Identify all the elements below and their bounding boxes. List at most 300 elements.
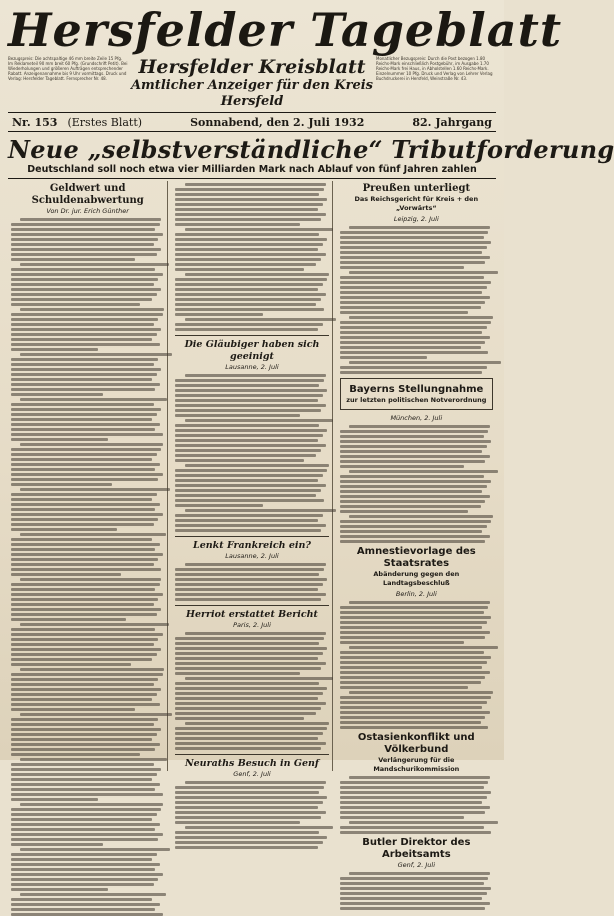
text-line	[175, 313, 262, 316]
text-line	[20, 848, 170, 851]
text-line	[11, 448, 161, 451]
text-line	[11, 898, 152, 901]
text-line	[11, 478, 158, 481]
text-line	[11, 743, 160, 746]
text-line	[175, 583, 322, 586]
text-line	[20, 623, 169, 626]
text-line	[175, 707, 321, 710]
text-line	[175, 283, 322, 286]
text-line	[11, 878, 158, 881]
text-line	[340, 356, 427, 359]
text-line	[175, 474, 322, 477]
text-line	[11, 618, 126, 621]
text-line	[11, 598, 158, 601]
text-line	[11, 793, 163, 796]
article-body-glaeubiger	[175, 374, 328, 532]
text-line	[11, 863, 160, 866]
masthead-subheader	[8, 56, 496, 112]
text-line	[11, 248, 161, 251]
text-line	[340, 256, 490, 259]
text-line	[11, 813, 157, 816]
text-line	[11, 403, 154, 406]
text-line	[20, 713, 172, 716]
column-left	[8, 181, 168, 771]
text-line	[175, 568, 324, 571]
text-line	[11, 343, 160, 346]
text-line	[20, 353, 172, 356]
text-line	[340, 366, 487, 369]
text-line	[175, 424, 319, 427]
article-title-neurath: Neuraths Besuch in Genf	[184, 758, 320, 769]
text-line	[11, 393, 103, 396]
text-line	[175, 578, 327, 581]
text-line	[11, 253, 157, 256]
text-line	[340, 716, 486, 719]
text-line	[340, 907, 486, 910]
text-line	[340, 666, 483, 669]
text-line	[340, 611, 484, 614]
text-line	[175, 796, 327, 799]
text-line	[340, 371, 483, 374]
article-title-amnestie: Amnestievorlage des Staatsrates	[356, 546, 476, 569]
text-line	[340, 616, 492, 619]
text-line	[11, 553, 163, 556]
article-columns	[8, 181, 496, 869]
article-dateline-glaeubiger: Lausanne, 2. Juli	[225, 363, 279, 371]
text-line	[11, 728, 161, 731]
text-line	[340, 631, 490, 634]
text-line	[340, 791, 492, 794]
text-line	[11, 548, 155, 551]
text-line	[175, 647, 327, 650]
article-body-geldwert	[11, 218, 164, 916]
text-line	[175, 816, 321, 819]
text-line	[340, 686, 469, 689]
text-line	[175, 409, 321, 412]
text-line	[349, 425, 490, 428]
text-line	[175, 821, 299, 824]
text-line	[11, 698, 152, 701]
issue-date: Sonnabend, den 2. Juli 1932	[190, 115, 365, 129]
text-line	[11, 763, 154, 766]
issue-number: Nr. 153	[12, 115, 58, 129]
text-line	[11, 823, 160, 826]
text-line	[11, 523, 154, 526]
text-line	[175, 514, 322, 517]
text-line	[340, 676, 486, 679]
article-subtitle-amnestie: Abänderung gegen den Landtagsbeschluß	[373, 570, 460, 587]
text-line	[185, 509, 337, 512]
text-line	[11, 783, 160, 786]
column-middle	[172, 181, 332, 778]
text-line	[340, 281, 492, 284]
text-line	[340, 326, 487, 329]
text-line	[11, 818, 152, 821]
text-line	[340, 336, 490, 339]
text-line	[11, 328, 161, 331]
text-line	[340, 786, 484, 789]
text-line	[175, 702, 325, 705]
text-line	[340, 241, 492, 244]
text-line	[11, 538, 152, 541]
text-line	[175, 499, 324, 502]
article-body-neurath	[175, 781, 328, 849]
text-line	[340, 796, 487, 799]
article-title-glaeubiger: Die Gläubiger haben sich geeinigt	[184, 339, 320, 362]
text-line	[175, 394, 322, 397]
subscription-note-right: Monatlicher Bezugspreis: Durch die Post bezogen 1.80 Reichs-Mark einschließlich Postgebühr, im Ausgabe 1.70 Reichs-Mark frei Haus, in Abholstellen 1.60 Reichs-Mark. Einzelnummer 10 Pfg. Druck und Verlag von Lehrer Verlag Buchdruckerei in Hersfeld, Weinstraße Nr. 43.	[376, 56, 493, 81]
text-line	[11, 453, 157, 456]
text-line	[340, 831, 492, 834]
text-line	[11, 673, 163, 676]
text-line	[349, 872, 490, 875]
text-line	[340, 525, 487, 528]
text-line	[349, 361, 501, 364]
text-line	[175, 529, 321, 532]
text-line	[340, 671, 490, 674]
text-line	[11, 243, 154, 246]
text-line	[11, 493, 157, 496]
text-line	[175, 198, 327, 201]
text-line	[340, 296, 490, 299]
text-line	[11, 368, 161, 371]
text-line	[11, 293, 157, 296]
text-line	[11, 733, 157, 736]
text-line	[340, 696, 492, 699]
text-line	[175, 223, 299, 226]
text-line	[175, 459, 304, 462]
text-line	[175, 717, 304, 720]
text-line	[11, 333, 157, 336]
text-line	[20, 803, 163, 806]
text-line	[349, 601, 490, 604]
text-line	[175, 489, 321, 492]
text-line	[175, 786, 324, 789]
text-line	[11, 468, 155, 471]
text-line	[175, 652, 322, 655]
article-dateline-bayern: München, 2. Juli	[390, 414, 443, 422]
text-line	[11, 498, 152, 501]
text-line	[185, 273, 329, 276]
text-line	[11, 908, 155, 911]
text-line	[340, 706, 483, 709]
text-line	[175, 593, 325, 596]
text-line	[340, 826, 484, 829]
article-dateline-preussen: Leipzig, 2. Juli	[393, 215, 439, 223]
text-line	[11, 278, 158, 281]
text-line	[340, 331, 483, 334]
text-line	[11, 528, 117, 531]
text-line	[340, 711, 490, 714]
text-line	[175, 258, 321, 261]
article-title-geldwert: Geldwert und Schuldenabwertung	[31, 183, 144, 206]
text-line	[11, 643, 154, 646]
text-line	[340, 651, 484, 654]
text-line	[340, 301, 486, 304]
text-line	[11, 373, 157, 376]
article-body-herriot	[175, 632, 328, 750]
text-line	[340, 505, 481, 508]
text-line	[349, 646, 498, 649]
text-line	[340, 781, 489, 784]
text-line	[175, 293, 325, 296]
text-line	[175, 642, 319, 645]
column-divider	[175, 754, 328, 755]
text-line	[175, 811, 325, 814]
kreisblatt-title: Hersfelder Kreisblatt	[138, 56, 366, 78]
text-line	[11, 283, 154, 286]
text-line	[340, 661, 487, 664]
text-line	[175, 439, 318, 442]
text-line	[349, 470, 498, 473]
text-line	[175, 303, 316, 306]
text-line	[20, 308, 164, 311]
text-line	[185, 419, 334, 422]
text-line	[340, 450, 483, 453]
text-line	[11, 298, 152, 301]
text-line	[20, 893, 166, 896]
article-dateline-neurath: Genf, 2. Juli	[233, 770, 271, 778]
text-line	[20, 263, 169, 266]
text-line	[11, 268, 155, 271]
text-line	[340, 495, 490, 498]
text-line	[340, 811, 486, 814]
text-line	[11, 678, 158, 681]
text-line	[11, 573, 121, 576]
text-line	[11, 788, 155, 791]
article-body-ostasien	[340, 776, 493, 834]
text-line	[11, 883, 154, 886]
text-line	[175, 747, 321, 750]
text-line	[340, 621, 487, 624]
text-line	[340, 475, 484, 478]
text-line	[20, 443, 163, 446]
article-dateline-frankreich: Lausanne, 2. Juli	[225, 552, 279, 560]
text-line	[175, 697, 318, 700]
text-line	[349, 271, 498, 274]
text-line	[185, 374, 326, 377]
text-line	[11, 318, 158, 321]
text-line	[185, 464, 329, 467]
text-line	[11, 543, 160, 546]
text-line	[340, 626, 483, 629]
text-line	[11, 843, 103, 846]
text-line	[11, 323, 154, 326]
text-line	[11, 378, 152, 381]
text-line	[340, 641, 464, 644]
article-title-bayern: Bayerns Stellungnahme	[349, 384, 484, 395]
text-line	[20, 533, 166, 536]
text-line	[340, 897, 483, 900]
text-line	[340, 606, 489, 609]
text-line	[11, 853, 157, 856]
text-line	[11, 258, 135, 261]
text-line	[175, 389, 327, 392]
text-line	[175, 672, 299, 675]
text-line	[175, 836, 327, 839]
text-line	[11, 748, 155, 751]
text-line	[11, 238, 158, 241]
text-line	[11, 408, 161, 411]
text-line	[20, 668, 164, 671]
text-line	[20, 218, 161, 221]
text-line	[11, 768, 161, 771]
text-line	[11, 438, 108, 441]
text-line	[11, 833, 163, 836]
text-line	[340, 306, 481, 309]
text-line	[175, 712, 316, 715]
text-line	[175, 454, 316, 457]
text-line	[340, 445, 487, 448]
text-line	[340, 882, 484, 885]
masthead-title: Hersfelder Tageblatt	[8, 3, 563, 57]
text-line	[175, 434, 322, 437]
text-line	[340, 530, 483, 533]
text-line	[11, 463, 160, 466]
text-line	[340, 460, 486, 463]
text-line	[340, 701, 487, 704]
text-line	[11, 423, 160, 426]
text-line	[11, 223, 160, 226]
text-line	[175, 253, 325, 256]
text-line	[11, 633, 163, 636]
text-line	[340, 465, 464, 468]
text-line	[175, 727, 327, 730]
text-line	[175, 384, 319, 387]
article-title-herriot: Herriot erstattet Bericht	[186, 609, 318, 620]
text-line	[11, 563, 154, 566]
text-line	[340, 892, 487, 895]
article-subtitle-bayern: zur letzten politischen Notverordnung	[346, 396, 487, 404]
text-line	[340, 311, 469, 314]
text-line	[175, 328, 318, 331]
text-line	[175, 193, 319, 196]
column-divider	[175, 335, 328, 336]
text-line	[340, 276, 484, 279]
text-line	[11, 798, 98, 801]
text-line	[175, 801, 322, 804]
text-line	[175, 732, 322, 735]
text-line	[11, 828, 155, 831]
text-line	[340, 435, 484, 438]
text-line	[340, 440, 492, 443]
text-line	[175, 449, 321, 452]
text-line	[175, 288, 318, 291]
text-line	[185, 677, 334, 680]
text-line	[340, 681, 481, 684]
text-line	[11, 233, 163, 236]
text-line	[340, 877, 489, 880]
anzeiger-subtitle: Amtlicher Anzeiger für den Kreis Hersfeld	[130, 78, 374, 109]
text-line	[185, 781, 326, 784]
text-line	[11, 348, 98, 351]
article-title-preussen: Preußen unterliegt	[362, 183, 471, 194]
text-line	[175, 573, 319, 576]
text-line	[11, 388, 155, 391]
article-body-butler	[340, 872, 493, 910]
text-line	[349, 776, 490, 779]
article-title-butler: Butler Direktor des Arbeitsamts	[362, 837, 471, 860]
text-line	[175, 519, 318, 522]
text-line	[349, 226, 490, 229]
text-line	[175, 524, 325, 527]
text-line	[11, 888, 108, 891]
text-line	[20, 578, 161, 581]
text-line	[11, 508, 155, 511]
text-line	[175, 213, 325, 216]
text-line	[340, 321, 492, 324]
text-line	[11, 628, 155, 631]
text-line	[349, 515, 493, 518]
text-line	[11, 593, 163, 596]
article-dateline-butler: Genf, 2. Juli	[397, 861, 436, 869]
text-line	[11, 773, 157, 776]
article-dateline-amnestie: Berlin, 2. Juli	[395, 590, 437, 598]
text-line	[349, 691, 493, 694]
text-line	[340, 806, 490, 809]
text-line	[340, 887, 492, 890]
article-subtitle-preussen: Das Reichsgericht für Kreis + den „Vorwärts“	[354, 195, 479, 212]
text-line	[11, 433, 163, 436]
text-line	[175, 687, 327, 690]
text-line	[11, 288, 161, 291]
text-line	[175, 238, 327, 241]
text-line	[175, 588, 318, 591]
text-line	[185, 632, 326, 635]
text-line	[340, 540, 486, 543]
text-line	[349, 821, 498, 824]
text-line	[11, 683, 154, 686]
text-line	[175, 444, 325, 447]
text-line	[175, 298, 321, 301]
text-line	[175, 469, 327, 472]
text-line	[340, 535, 490, 538]
column-divider	[175, 536, 328, 537]
text-line	[175, 243, 322, 246]
text-line	[175, 504, 262, 507]
text-line	[11, 658, 152, 661]
text-line	[175, 208, 318, 211]
text-line	[11, 663, 131, 666]
text-line	[340, 231, 489, 234]
text-line	[11, 473, 163, 476]
text-line	[11, 603, 154, 606]
text-line	[11, 873, 163, 876]
text-line	[175, 662, 325, 665]
article-title-ostasien: Ostasienkonflikt und Völkerbund	[357, 732, 475, 755]
text-line	[11, 583, 160, 586]
text-line	[11, 608, 161, 611]
article-body-frankreich	[175, 563, 328, 601]
text-line	[340, 500, 486, 503]
text-line	[340, 286, 487, 289]
text-line	[175, 218, 321, 221]
official-gazette-title	[128, 56, 376, 110]
text-line	[340, 902, 490, 905]
article-title-frankreich: Lenkt Frankreich ein?	[193, 540, 311, 551]
article-body-preussen	[340, 226, 493, 374]
text-line	[11, 273, 163, 276]
text-line	[11, 723, 154, 726]
text-line	[20, 398, 167, 401]
text-line	[11, 703, 160, 706]
text-line	[11, 568, 161, 571]
text-line	[175, 841, 322, 844]
text-line	[11, 693, 157, 696]
text-line	[175, 278, 327, 281]
text-line	[175, 806, 318, 809]
text-line	[20, 758, 167, 761]
